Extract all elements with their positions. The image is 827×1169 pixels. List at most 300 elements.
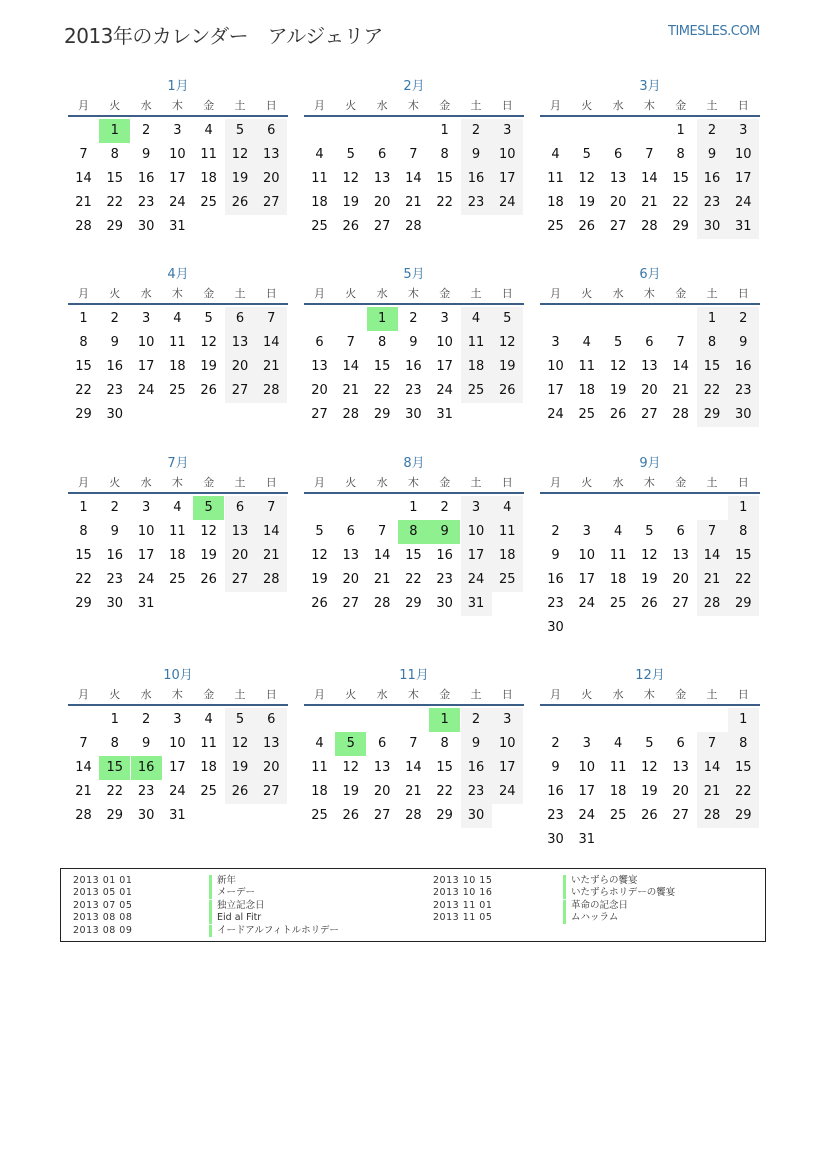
day-cell[interactable]: 8 (676, 147, 685, 162)
day-cell[interactable]: 16 (436, 548, 453, 563)
day-cell[interactable]: 12 (641, 760, 658, 775)
day-cell[interactable]: 1 (409, 500, 418, 515)
day-cell[interactable]: 19 (609, 383, 627, 398)
day-cell[interactable]: 25 (609, 808, 627, 823)
day-cell[interactable]: 16 (461, 756, 492, 780)
day-cell[interactable]: 8 (728, 732, 759, 756)
day-cell[interactable]: 7 (409, 736, 418, 751)
day-cell[interactable]: 9 (461, 732, 492, 756)
day-cell[interactable]: 19 (225, 756, 256, 780)
day-cell[interactable]: 21 (75, 784, 92, 799)
day-cell[interactable]: 29 (672, 219, 689, 234)
day-cell[interactable]: 10 (728, 143, 759, 167)
day-cell[interactable]: 3 (440, 311, 449, 326)
day-cell[interactable]: 12 (342, 171, 360, 186)
day-cell[interactable]: 29 (728, 592, 759, 616)
day-cell[interactable]: 22 (106, 784, 124, 799)
day-cell[interactable]: 2 (141, 712, 151, 727)
day-cell[interactable]: 2 (461, 119, 492, 143)
day-cell[interactable]: 22 (405, 572, 422, 587)
day-cell[interactable]: 2 (110, 500, 119, 515)
day-cell[interactable]: 7 (79, 736, 88, 751)
day-cell[interactable]: 27 (311, 407, 328, 422)
day-cell[interactable]: 15 (75, 548, 92, 563)
day-cell[interactable]: 14 (697, 544, 728, 568)
holiday-day-cell[interactable]: 1 (99, 119, 130, 143)
day-cell[interactable]: 24 (461, 568, 492, 592)
day-cell[interactable]: 14 (641, 171, 658, 186)
day-cell[interactable]: 28 (75, 808, 92, 823)
day-cell[interactable]: 16 (405, 359, 422, 374)
day-cell[interactable]: 5 (582, 147, 591, 162)
day-cell[interactable]: 31 (578, 832, 596, 847)
day-cell[interactable]: 24 (137, 383, 155, 398)
day-cell[interactable]: 12 (641, 548, 658, 563)
day-cell[interactable]: 28 (256, 379, 287, 403)
holiday-day-cell[interactable]: 1 (367, 307, 398, 331)
day-cell[interactable]: 31 (461, 592, 492, 616)
day-cell[interactable]: 12 (225, 143, 256, 167)
day-cell[interactable]: 15 (405, 548, 422, 563)
day-cell[interactable]: 10 (578, 760, 596, 775)
day-cell[interactable]: 25 (169, 383, 186, 398)
day-cell[interactable]: 9 (110, 524, 119, 539)
day-cell[interactable]: 11 (200, 736, 217, 751)
day-cell[interactable]: 29 (436, 808, 453, 823)
day-cell[interactable]: 11 (578, 359, 596, 374)
day-cell[interactable]: 11 (461, 331, 492, 355)
day-cell[interactable]: 20 (672, 572, 689, 587)
day-cell[interactable]: 26 (641, 808, 658, 823)
day-cell[interactable]: 17 (578, 572, 596, 587)
day-cell[interactable]: 25 (461, 379, 492, 403)
day-cell[interactable]: 19 (311, 572, 328, 587)
day-cell[interactable]: 11 (547, 171, 564, 186)
day-cell[interactable]: 24 (547, 407, 564, 422)
day-cell[interactable]: 8 (697, 331, 728, 355)
day-cell[interactable]: 10 (436, 335, 453, 350)
day-cell[interactable]: 29 (106, 219, 124, 234)
day-cell[interactable]: 22 (436, 195, 453, 210)
day-cell[interactable]: 18 (200, 171, 217, 186)
day-cell[interactable]: 10 (169, 147, 186, 162)
day-cell[interactable]: 15 (436, 760, 453, 775)
day-cell[interactable]: 4 (613, 736, 623, 751)
day-cell[interactable]: 25 (578, 407, 596, 422)
day-cell[interactable]: 6 (225, 307, 256, 331)
day-cell[interactable]: 28 (672, 407, 689, 422)
day-cell[interactable]: 6 (377, 736, 387, 751)
day-cell[interactable]: 23 (461, 780, 492, 804)
holiday-day-cell[interactable]: 15 (99, 756, 130, 780)
day-cell[interactable]: 8 (79, 524, 88, 539)
day-cell[interactable]: 20 (256, 756, 287, 780)
day-cell[interactable]: 18 (169, 548, 186, 563)
day-cell[interactable]: 30 (405, 407, 422, 422)
day-cell[interactable]: 30 (137, 808, 155, 823)
day-cell[interactable]: 19 (578, 195, 596, 210)
day-cell[interactable]: 28 (256, 568, 287, 592)
day-cell[interactable]: 24 (728, 191, 759, 215)
day-cell[interactable]: 18 (547, 195, 564, 210)
day-cell[interactable]: 19 (225, 167, 256, 191)
day-cell[interactable]: 8 (79, 335, 88, 350)
day-cell[interactable]: 3 (141, 500, 151, 515)
day-cell[interactable]: 31 (169, 219, 186, 234)
day-cell[interactable]: 7 (79, 147, 88, 162)
day-cell[interactable]: 6 (256, 708, 287, 732)
holiday-day-cell[interactable]: 5 (335, 732, 366, 756)
day-cell[interactable]: 8 (377, 335, 387, 350)
day-cell[interactable]: 24 (169, 784, 186, 799)
day-cell[interactable]: 15 (436, 171, 453, 186)
day-cell[interactable]: 26 (225, 191, 256, 215)
day-cell[interactable]: 9 (141, 147, 151, 162)
day-cell[interactable]: 13 (311, 359, 328, 374)
day-cell[interactable]: 4 (204, 123, 213, 138)
day-cell[interactable]: 11 (311, 760, 328, 775)
day-cell[interactable]: 22 (106, 195, 124, 210)
day-cell[interactable]: 6 (676, 524, 685, 539)
day-cell[interactable]: 13 (672, 548, 689, 563)
day-cell[interactable]: 28 (697, 592, 728, 616)
day-cell[interactable]: 29 (106, 808, 124, 823)
day-cell[interactable]: 15 (75, 359, 92, 374)
day-cell[interactable]: 28 (405, 219, 422, 234)
day-cell[interactable]: 4 (173, 500, 182, 515)
day-cell[interactable]: 10 (137, 335, 155, 350)
day-cell[interactable]: 7 (409, 147, 418, 162)
day-cell[interactable]: 7 (377, 524, 387, 539)
day-cell[interactable]: 4 (461, 307, 492, 331)
day-cell[interactable]: 11 (169, 335, 186, 350)
day-cell[interactable]: 14 (405, 760, 422, 775)
day-cell[interactable]: 1 (728, 708, 759, 732)
day-cell[interactable]: 20 (373, 784, 391, 799)
day-cell[interactable]: 31 (169, 808, 186, 823)
day-cell[interactable]: 23 (137, 784, 155, 799)
day-cell[interactable]: 13 (373, 171, 391, 186)
day-cell[interactable]: 18 (492, 544, 523, 568)
day-cell[interactable]: 7 (676, 335, 685, 350)
day-cell[interactable]: 30 (436, 596, 453, 611)
day-cell[interactable]: 23 (728, 379, 759, 403)
day-cell[interactable]: 4 (551, 147, 560, 162)
day-cell[interactable]: 27 (672, 808, 689, 823)
day-cell[interactable]: 23 (436, 572, 453, 587)
day-cell[interactable]: 19 (492, 355, 523, 379)
day-cell[interactable]: 20 (373, 195, 391, 210)
day-cell[interactable]: 13 (256, 732, 287, 756)
day-cell[interactable]: 13 (373, 760, 391, 775)
day-cell[interactable]: 1 (79, 311, 88, 326)
day-cell[interactable]: 26 (311, 596, 328, 611)
day-cell[interactable]: 7 (256, 307, 287, 331)
day-cell[interactable]: 12 (578, 171, 596, 186)
day-cell[interactable]: 29 (405, 596, 422, 611)
day-cell[interactable]: 27 (373, 219, 391, 234)
day-cell[interactable]: 7 (697, 520, 728, 544)
day-cell[interactable]: 13 (225, 520, 256, 544)
day-cell[interactable]: 18 (461, 355, 492, 379)
day-cell[interactable]: 2 (551, 736, 560, 751)
day-cell[interactable]: 6 (315, 335, 324, 350)
day-cell[interactable]: 9 (697, 143, 728, 167)
day-cell[interactable]: 30 (547, 620, 564, 635)
day-cell[interactable]: 21 (405, 195, 422, 210)
day-cell[interactable]: 4 (204, 712, 213, 727)
day-cell[interactable]: 23 (547, 596, 564, 611)
day-cell[interactable]: 27 (225, 379, 256, 403)
day-cell[interactable]: 18 (200, 760, 217, 775)
day-cell[interactable]: 4 (315, 147, 324, 162)
day-cell[interactable]: 3 (173, 123, 182, 138)
day-cell[interactable]: 16 (547, 572, 564, 587)
day-cell[interactable]: 25 (311, 219, 328, 234)
day-cell[interactable]: 3 (582, 524, 591, 539)
day-cell[interactable]: 13 (641, 359, 658, 374)
day-cell[interactable]: 29 (373, 407, 391, 422)
day-cell[interactable]: 28 (697, 804, 728, 828)
day-cell[interactable]: 14 (697, 756, 728, 780)
day-cell[interactable]: 19 (641, 784, 658, 799)
day-cell[interactable]: 10 (547, 359, 564, 374)
day-cell[interactable]: 4 (492, 496, 523, 520)
day-cell[interactable]: 20 (641, 383, 658, 398)
day-cell[interactable]: 16 (697, 167, 728, 191)
day-cell[interactable]: 3 (728, 119, 759, 143)
day-cell[interactable]: 12 (609, 359, 627, 374)
day-cell[interactable]: 12 (342, 760, 360, 775)
day-cell[interactable]: 28 (75, 219, 92, 234)
day-cell[interactable]: 14 (256, 520, 287, 544)
day-cell[interactable]: 18 (169, 359, 186, 374)
day-cell[interactable]: 30 (137, 219, 155, 234)
day-cell[interactable]: 17 (169, 760, 186, 775)
holiday-day-cell[interactable]: 1 (429, 708, 460, 732)
day-cell[interactable]: 3 (492, 119, 523, 143)
day-cell[interactable]: 5 (225, 119, 256, 143)
day-cell[interactable]: 5 (225, 708, 256, 732)
day-cell[interactable]: 26 (641, 596, 658, 611)
day-cell[interactable]: 11 (609, 760, 627, 775)
day-cell[interactable]: 20 (256, 167, 287, 191)
day-cell[interactable]: 6 (613, 147, 623, 162)
day-cell[interactable]: 20 (342, 572, 360, 587)
day-cell[interactable]: 8 (440, 736, 449, 751)
day-cell[interactable]: 2 (440, 500, 449, 515)
day-cell[interactable]: 27 (225, 568, 256, 592)
day-cell[interactable]: 2 (461, 708, 492, 732)
holiday-day-cell[interactable]: 9 (429, 520, 460, 544)
day-cell[interactable]: 26 (200, 383, 217, 398)
day-cell[interactable]: 1 (728, 496, 759, 520)
day-cell[interactable]: 27 (641, 407, 658, 422)
day-cell[interactable]: 16 (547, 784, 564, 799)
day-cell[interactable]: 3 (551, 335, 560, 350)
day-cell[interactable]: 23 (405, 383, 422, 398)
day-cell[interactable]: 14 (373, 548, 391, 563)
day-cell[interactable]: 12 (225, 732, 256, 756)
day-cell[interactable]: 1 (676, 123, 685, 138)
day-cell[interactable]: 23 (106, 383, 124, 398)
day-cell[interactable]: 7 (697, 732, 728, 756)
day-cell[interactable]: 2 (728, 307, 759, 331)
day-cell[interactable]: 22 (75, 383, 92, 398)
day-cell[interactable]: 17 (547, 383, 564, 398)
day-cell[interactable]: 14 (75, 171, 92, 186)
day-cell[interactable]: 28 (373, 596, 391, 611)
day-cell[interactable]: 3 (582, 736, 591, 751)
day-cell[interactable]: 21 (75, 195, 92, 210)
day-cell[interactable]: 5 (613, 335, 623, 350)
day-cell[interactable]: 2 (551, 524, 560, 539)
day-cell[interactable]: 11 (169, 524, 186, 539)
day-cell[interactable]: 27 (672, 596, 689, 611)
day-cell[interactable]: 31 (436, 407, 453, 422)
day-cell[interactable]: 29 (728, 804, 759, 828)
day-cell[interactable]: 13 (225, 331, 256, 355)
day-cell[interactable]: 25 (547, 219, 564, 234)
day-cell[interactable]: 9 (461, 143, 492, 167)
day-cell[interactable]: 7 (645, 147, 654, 162)
day-cell[interactable]: 11 (200, 147, 217, 162)
day-cell[interactable]: 6 (377, 147, 387, 162)
day-cell[interactable]: 8 (110, 736, 119, 751)
day-cell[interactable]: 5 (315, 524, 324, 539)
day-cell[interactable]: 17 (137, 359, 155, 374)
holiday-day-cell[interactable]: 16 (131, 756, 162, 780)
day-cell[interactable]: 5 (346, 147, 355, 162)
day-cell[interactable]: 13 (342, 548, 360, 563)
day-cell[interactable]: 17 (492, 167, 523, 191)
day-cell[interactable]: 14 (672, 359, 689, 374)
day-cell[interactable]: 5 (645, 736, 654, 751)
day-cell[interactable]: 6 (256, 119, 287, 143)
day-cell[interactable]: 26 (492, 379, 523, 403)
day-cell[interactable]: 14 (256, 331, 287, 355)
day-cell[interactable]: 19 (342, 784, 360, 799)
day-cell[interactable]: 10 (492, 732, 523, 756)
day-cell[interactable]: 19 (200, 359, 217, 374)
day-cell[interactable]: 29 (75, 407, 92, 422)
day-cell[interactable]: 12 (492, 331, 523, 355)
day-cell[interactable]: 24 (169, 195, 186, 210)
holiday-day-cell[interactable]: 8 (398, 520, 429, 544)
day-cell[interactable]: 14 (75, 760, 92, 775)
day-cell[interactable]: 20 (225, 355, 256, 379)
day-cell[interactable]: 10 (492, 143, 523, 167)
day-cell[interactable]: 3 (173, 712, 182, 727)
day-cell[interactable]: 15 (728, 756, 759, 780)
day-cell[interactable]: 27 (256, 191, 287, 215)
day-cell[interactable]: 14 (405, 171, 422, 186)
day-cell[interactable]: 21 (256, 355, 287, 379)
day-cell[interactable]: 26 (578, 219, 596, 234)
day-cell[interactable]: 1 (110, 712, 119, 727)
day-cell[interactable]: 4 (315, 736, 324, 751)
day-cell[interactable]: 19 (342, 195, 360, 210)
day-cell[interactable]: 15 (106, 171, 124, 186)
holiday-day-cell[interactable]: 5 (193, 496, 224, 520)
day-cell[interactable]: 24 (492, 191, 523, 215)
day-cell[interactable]: 28 (641, 219, 658, 234)
brand-logo-text[interactable]: TIMESLES.COM (668, 24, 760, 39)
day-cell[interactable]: 21 (373, 572, 391, 587)
day-cell[interactable]: 5 (645, 524, 654, 539)
day-cell[interactable]: 1 (79, 500, 88, 515)
day-cell[interactable]: 10 (578, 548, 596, 563)
day-cell[interactable]: 23 (547, 808, 564, 823)
day-cell[interactable]: 21 (641, 195, 658, 210)
day-cell[interactable]: 24 (137, 572, 155, 587)
day-cell[interactable]: 16 (106, 359, 124, 374)
day-cell[interactable]: 30 (697, 215, 728, 239)
day-cell[interactable]: 21 (405, 784, 422, 799)
day-cell[interactable]: 2 (697, 119, 728, 143)
day-cell[interactable]: 17 (461, 544, 492, 568)
day-cell[interactable]: 13 (609, 171, 627, 186)
day-cell[interactable]: 12 (200, 335, 217, 350)
day-cell[interactable]: 30 (547, 832, 564, 847)
day-cell[interactable]: 10 (461, 520, 492, 544)
day-cell[interactable]: 15 (728, 544, 759, 568)
day-cell[interactable]: 25 (200, 195, 217, 210)
day-cell[interactable]: 25 (609, 596, 627, 611)
day-cell[interactable]: 30 (728, 403, 759, 427)
day-cell[interactable]: 18 (609, 784, 627, 799)
day-cell[interactable]: 6 (225, 496, 256, 520)
day-cell[interactable]: 7 (346, 335, 355, 350)
day-cell[interactable]: 17 (728, 167, 759, 191)
day-cell[interactable]: 11 (492, 520, 523, 544)
day-cell[interactable]: 22 (728, 568, 759, 592)
day-cell[interactable]: 19 (641, 572, 658, 587)
day-cell[interactable]: 2 (409, 311, 418, 326)
day-cell[interactable]: 28 (405, 808, 422, 823)
day-cell[interactable]: 22 (436, 784, 453, 799)
day-cell[interactable]: 21 (342, 383, 360, 398)
day-cell[interactable]: 26 (342, 219, 360, 234)
day-cell[interactable]: 24 (578, 596, 596, 611)
day-cell[interactable]: 23 (461, 191, 492, 215)
day-cell[interactable]: 24 (578, 808, 596, 823)
day-cell[interactable]: 16 (461, 167, 492, 191)
day-cell[interactable]: 5 (492, 307, 523, 331)
day-cell[interactable]: 17 (492, 756, 523, 780)
day-cell[interactable]: 8 (440, 147, 449, 162)
day-cell[interactable]: 5 (204, 311, 213, 326)
day-cell[interactable]: 11 (311, 171, 328, 186)
day-cell[interactable]: 26 (200, 572, 217, 587)
day-cell[interactable]: 28 (342, 407, 360, 422)
day-cell[interactable]: 23 (137, 195, 155, 210)
day-cell[interactable]: 18 (311, 195, 328, 210)
day-cell[interactable]: 20 (225, 544, 256, 568)
day-cell[interactable]: 17 (169, 171, 186, 186)
day-cell[interactable]: 12 (200, 524, 217, 539)
day-cell[interactable]: 23 (106, 572, 124, 587)
day-cell[interactable]: 6 (645, 335, 654, 350)
day-cell[interactable]: 31 (137, 596, 155, 611)
day-cell[interactable]: 8 (110, 147, 119, 162)
day-cell[interactable]: 15 (373, 359, 391, 374)
day-cell[interactable]: 8 (728, 520, 759, 544)
day-cell[interactable]: 6 (346, 524, 355, 539)
day-cell[interactable]: 27 (609, 219, 627, 234)
day-cell[interactable]: 27 (342, 596, 360, 611)
day-cell[interactable]: 15 (672, 171, 689, 186)
